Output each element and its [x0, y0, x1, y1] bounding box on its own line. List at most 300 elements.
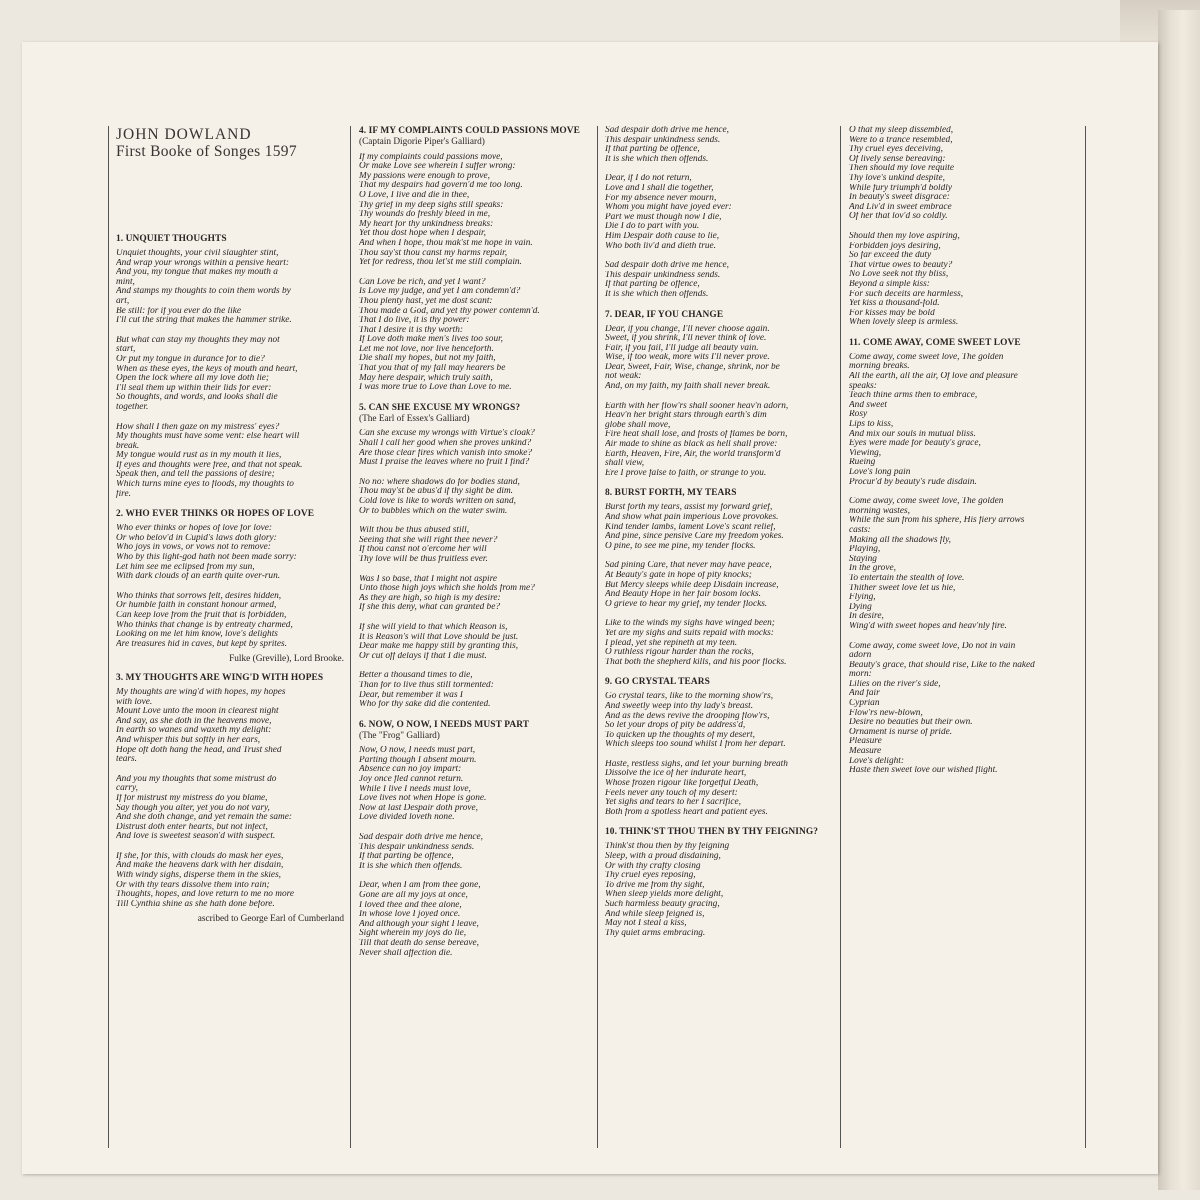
collection-title: First Booke of Songes 1597	[116, 143, 297, 160]
lyric-line: Dear, Sweet, Fair, Wise, change, shrink, nor be	[605, 362, 780, 372]
column-rule	[840, 126, 841, 1148]
lyric-line: And you my thoughts that some mistrust do	[116, 774, 277, 784]
column-2	[359, 126, 592, 1148]
lyric-line: Feels never any touch of my desert:	[605, 788, 738, 798]
song-title: 3. MY THOUGHTS ARE WING'D WITH HOPES	[116, 672, 324, 683]
stanza	[605, 174, 833, 251]
lyric-line: casts:	[849, 525, 871, 535]
lyric-line: Flow'rs new-blown,	[849, 708, 923, 718]
lyric-line: That you that of my fall may hearers be	[359, 364, 506, 374]
lyric-line: Rosy	[849, 410, 868, 420]
lyric-line: Or who belov'd in Cupid's laws doth glory:	[116, 533, 277, 543]
lyric-line: My passions were enough to prove,	[359, 171, 490, 181]
lyric-line: I loved thee and thee alone,	[359, 900, 462, 910]
lyric-line: Wilt thou be thus abused still,	[359, 526, 470, 536]
stanza	[359, 153, 592, 268]
stanza	[605, 842, 833, 938]
lyric-line: Shall I call her good when she proves unkind?	[359, 439, 532, 449]
lyric-line: Making all the shadows fly,	[849, 535, 952, 545]
lyric-line: start,	[116, 345, 136, 355]
lyric-line: If she will yield to that which Reason is,	[359, 622, 508, 632]
song-subtitle: (The "Frog" Galliard)	[359, 730, 440, 741]
song-title: 5. CAN SHE EXCUSE MY WRONGS?	[359, 402, 521, 413]
song-title: 4. IF MY COMPLAINTS COULD PASSIONS MOVE	[359, 126, 581, 136]
lyric-line: morning breaks.	[849, 362, 910, 372]
lyric-line: That my despairs had govern'd me too long.	[359, 181, 523, 191]
lyric-line: not weak:	[605, 372, 642, 382]
lyric-line: Measure	[849, 747, 882, 757]
lyric-line: Yet kiss a thousand-fold.	[849, 299, 940, 309]
lyric-line: Love lives not when Hope is gone.	[359, 794, 487, 804]
song-block	[116, 234, 344, 499]
lyric-line: Thou made a God, and yet thy power contemn'd.	[359, 306, 540, 316]
composer-name: JOHN DOWLAND	[116, 126, 252, 143]
stanza	[605, 760, 833, 818]
lyric-line: fire.	[116, 489, 131, 499]
song-title: 2. WHO EVER THINKS OR HOPES OF LOVE	[116, 509, 315, 520]
lyric-line: Unto those high joys which she holds from me?	[359, 584, 535, 594]
lyric-line: Procur'd by beauty's rude disdain.	[849, 477, 977, 487]
lyric-line: Both from a spotless heart and patient eyes.	[605, 807, 768, 817]
stanza	[359, 833, 592, 871]
stanza	[605, 503, 833, 551]
lyric-line: Now at last Despair doth prove,	[359, 803, 478, 813]
lyric-line: Of lively sense bereaving:	[849, 154, 946, 164]
lyric-line: If that parting be offence,	[359, 852, 454, 862]
lyric-line: Fair, if you fail, I'll judge all beauty vain.	[605, 343, 759, 353]
lyric-line: Him Despair doth cause to lie,	[605, 231, 720, 241]
lyric-line: Earth with her flow'rs shall sooner heav'n adorn,	[605, 401, 789, 411]
lyric-line: Dear, when I am from thee gone,	[359, 881, 481, 891]
lyric-line: To quicken up the thoughts of my desert,	[605, 730, 755, 740]
lyric-line: Cold love is like to words written on sand,	[359, 497, 516, 506]
lyric-line: Ere I prove false to faith, or strange to you.	[605, 468, 767, 478]
lyric-line: Or cut off delays if that I die must.	[359, 651, 487, 661]
lyric-line: Now, O now, I needs must part,	[359, 746, 476, 756]
lyric-line: When lovely sleep is armless.	[849, 318, 959, 328]
stanza	[359, 526, 592, 564]
lyric-line: Gone are all my joys at once,	[359, 891, 468, 900]
stanza	[359, 623, 592, 661]
lyric-line: Which turns mine eyes to floods, my thoughts to	[116, 480, 294, 490]
lyric-line: Viewing,	[849, 448, 882, 458]
lyric-line: I'll cut the string that makes the hammer strike.	[116, 316, 292, 326]
lyric-line: art,	[116, 296, 130, 306]
lyric-line: Thither sweet love let us hie,	[849, 583, 956, 593]
stanza	[849, 232, 1079, 328]
lyric-line: Who thinks that sorrows felt, desires hidden,	[116, 591, 282, 601]
song-block	[849, 126, 1079, 328]
lyric-line: Thy love will be thus fruitless ever.	[359, 554, 488, 564]
lyric-line: I was more true to Love than Love to me.	[359, 383, 512, 393]
lyric-line: And make the heavens dark with her disdain,	[116, 861, 284, 871]
lyric-line: That virtue owes to beauty?	[849, 260, 953, 270]
lyric-line: Staying	[849, 554, 877, 564]
lyric-line: Sweet, if you shrink, I'll never think of love.	[605, 334, 767, 344]
lyric-line: Yet thou dost hope when I despair,	[359, 229, 486, 239]
lyric-line: O ruthless rigour harder than the rocks,	[605, 648, 754, 658]
lyric-line: Wise, if too weak, more wits I'll never prove.	[605, 353, 770, 363]
lyric-line: While I live I needs must love,	[359, 784, 471, 794]
lyric-line: How shall I then gaze on my mistress' eyes?	[116, 422, 280, 432]
lyric-line: Eyes were made for beauty's grace,	[849, 439, 981, 449]
song-title: 10. THINK'ST THOU THEN BY THY FEIGNING?	[605, 827, 819, 838]
lyric-line: Earth, Heaven, Fire, Air, the world transform'd	[605, 449, 781, 459]
lyric-line: Burst forth my tears, assist my forward grief,	[605, 503, 773, 513]
lyric-line: Absence can no joy impart:	[359, 765, 462, 775]
stanza	[116, 249, 344, 326]
lyric-line: Was I so base, that I might not aspire	[359, 574, 497, 584]
lyric-line: And sweetly weep into thy lady's breast.	[605, 701, 754, 711]
stanza	[605, 619, 833, 667]
stanza	[605, 561, 833, 609]
stanza	[849, 126, 1079, 222]
lyric-line: And wrap your wrongs within a pensive heart:	[116, 258, 289, 268]
song-title: 1. UNQUIET THOUGHTS	[116, 234, 227, 244]
lyric-line: Thou may'st be abus'd if thy sight be dim.	[359, 487, 514, 497]
lyric-line: Dear, if I do not return,	[605, 174, 692, 184]
lyric-line: If she this deny, what can granted be?	[359, 603, 500, 613]
lyric-line: Which sleeps too sound whilst I from her depart.	[605, 740, 786, 750]
lyric-line: My thoughts must have some vent: else heart will	[116, 432, 300, 442]
lyric-line: Is Love my judge, and yet I am condemn'd?	[359, 287, 521, 297]
lyric-line: Playing,	[849, 545, 881, 555]
lyric-line: Rueing	[849, 458, 876, 468]
lyric-line: Parting though I absent mourn.	[359, 755, 477, 765]
song-list	[116, 234, 344, 925]
lyric-line: Or put my tongue in durance for to die?	[116, 354, 265, 364]
lyric-line: mint,	[116, 277, 135, 287]
stanza	[605, 261, 833, 299]
lyric-line: In desire,	[849, 612, 884, 622]
lyric-line: Come away, come sweet love, The golden	[849, 352, 1004, 362]
stanza	[116, 423, 344, 500]
lyric-line: together.	[116, 402, 149, 412]
lyric-line: Who ever thinks or hopes of love for love:	[116, 524, 272, 534]
lyric-line: Think'st thou then by thy feigning	[605, 842, 730, 852]
lyric-line: For my absence never mourn,	[605, 193, 717, 203]
lyric-line: If Love doth make men's lives too sour,	[359, 335, 504, 345]
song-block	[605, 677, 833, 817]
lyric-line: Better a thousand times to die,	[359, 671, 473, 681]
stanza	[849, 353, 1079, 487]
lyric-line: May not I steal a kiss,	[605, 919, 687, 929]
lyric-line: Dear, but remember it was I	[359, 690, 463, 700]
lyric-line: Than for to live thus still tormented:	[359, 680, 494, 690]
lyric-line: Who thinks that change is by entreaty charmed,	[116, 620, 293, 630]
lyric-line: Open the lock where all my love doth lie;	[116, 374, 270, 384]
lyric-line: If she, for this, with clouds do mask her eyes,	[116, 851, 284, 861]
song-subtitle: (The Earl of Essex's Galliard)	[359, 413, 470, 424]
lyric-line: And mix our souls in mutual bliss.	[849, 429, 976, 439]
lyric-line: morning wastes,	[849, 506, 910, 516]
lyric-line: Hope oft doth hang the head, and Trust shed	[116, 745, 282, 755]
lyric-line: Come away, come sweet love, Do not in vain	[849, 641, 1016, 651]
song-subtitle: (Captain Digorie Piper's Galliard)	[359, 137, 485, 147]
lyric-line: And Liv'd in sweet embrace	[849, 202, 952, 212]
lyric-line: If that parting be offence,	[605, 280, 700, 290]
stanza	[359, 575, 592, 613]
lyric-line: As they are high, so high is my desire:	[359, 593, 501, 603]
lyric-line: Or humble faith in constant honour armed,	[116, 601, 277, 611]
stanza	[605, 402, 833, 479]
stanza	[605, 126, 833, 164]
lyric-line: break.	[116, 441, 140, 451]
lyric-line: No no: where shadows do for bodies stand,	[359, 477, 520, 487]
lyric-line: This despair unkindness sends.	[605, 270, 721, 280]
lyric-line: Air made to shine as black as hell shall prove:	[605, 440, 778, 450]
lyric-line: My heart for thy unkindness breaks:	[359, 219, 494, 229]
lyric-line: For kisses may be bold	[849, 308, 935, 318]
song-block	[116, 673, 344, 925]
stanza	[116, 775, 344, 842]
lyric-line: And she doth change, and yet remain the same:	[116, 813, 292, 823]
lyric-line: Speak then, and tell the passions of desire;	[116, 470, 275, 480]
lyric-line: adorn	[849, 651, 872, 661]
lyric-line: That both the shepherd kills, and his poor flocks.	[605, 657, 787, 667]
lyric-line: Heav'n her bright stars through earth's dim	[605, 411, 767, 421]
song-block	[605, 488, 833, 667]
lyric-line: Teach thine arms then to embrace,	[849, 391, 978, 401]
lyric-line: If thou canst not o'ercome her will	[359, 545, 487, 555]
song-title: 6. NOW, O NOW, I NEEDS MUST PART	[359, 719, 530, 730]
lyric-line: Thy quiet arms embracing.	[605, 928, 706, 938]
lyric-line: Go crystal tears, like to the morning show'rs,	[605, 692, 774, 702]
lyric-line: Joy once fled cannot return.	[359, 775, 464, 785]
lyric-line: And you, my tongue that makes my mouth a	[116, 268, 278, 278]
lyric-line: And stamps my thoughts to coin them words by	[116, 287, 291, 297]
lyric-line: Love's delight:	[849, 756, 904, 766]
lyric-line: With dark clouds of an earth quite over-run.	[116, 572, 281, 582]
song-block	[359, 403, 592, 710]
lyric-line: Can Love be rich, and yet I want?	[359, 277, 486, 287]
lyric-line: All the earth, all the air, Of love and pleasure	[849, 372, 1018, 382]
lyric-line: Or to bubbles which on the water swim.	[359, 506, 508, 516]
lyric-line: Thou say'st thou canst my harms repair,	[359, 248, 508, 258]
lyric-line: speaks:	[849, 381, 877, 391]
lyric-line: Then should my love requite	[849, 164, 954, 174]
lyric-line: O that my sleep dissembled,	[849, 126, 954, 135]
lyric-line: Pleasure	[849, 737, 882, 747]
lyric-line: I plead, yet she repineth at my teen.	[605, 638, 738, 648]
lyric-line: Seeing that she will right thee never?	[359, 535, 498, 545]
lyric-line: If my complaints could passions move,	[359, 152, 503, 162]
lyric-line: Be still: for if you ever do the like	[116, 306, 241, 316]
lyric-line: Looking on me let him know, love's delights	[116, 630, 278, 640]
lyric-line: Who for thy sake did die contented.	[359, 700, 491, 710]
lyric-line: Sad pining Care, that never may have peace,	[605, 561, 772, 571]
lyric-line: Sleep, with a proud disdaining,	[605, 852, 721, 862]
lyric-line: Are treasures hid in caves, but kept by sprites.	[116, 639, 287, 649]
lyric-line: With windy sighs, disperse them in the skies,	[116, 871, 282, 881]
song-list	[605, 126, 833, 938]
lyric-line: Beyond a simple kiss:	[849, 279, 930, 289]
lyric-line: Such harmless beauty gracing,	[605, 900, 720, 909]
lyric-line: Or with thy crafty closing	[605, 861, 701, 871]
song-block	[605, 126, 833, 300]
lyric-line: My thoughts are wing'd with hopes, my hopes	[116, 687, 286, 697]
lyric-line: Dissolve the ice of her indurate heart,	[605, 769, 747, 779]
lyric-line: Thy love's unkind despite,	[849, 173, 945, 183]
lyric-line: And, on my faith, my faith shall never break.	[605, 382, 771, 392]
column-rule	[350, 126, 351, 1148]
author-credit: ascribed to George Earl of Cumberland	[197, 914, 344, 925]
lyric-line: Or with thy tears dissolve them into rain;	[116, 880, 270, 890]
lyric-line: In earth so wanes and waxeth my delight:	[116, 726, 272, 736]
stanza	[116, 524, 344, 582]
lyric-line: My tongue would rust as in my mouth it lies,	[116, 451, 282, 461]
stanza	[359, 429, 592, 467]
lyric-line: And say, as she doth in the heavens move,	[116, 716, 272, 726]
lyric-line: Are those clear fires which vanish into smoke?	[359, 448, 533, 458]
column-rule	[108, 126, 109, 1148]
lyric-line: Thy grief in my deep sighs still speaks:	[359, 200, 504, 210]
lyric-line: In whose love I joyed once.	[359, 910, 461, 920]
lyric-line: with love.	[116, 697, 153, 707]
lyric-line: shall view,	[605, 459, 645, 469]
stanza	[116, 852, 344, 910]
lyric-line: Lilies on the river's side,	[849, 679, 941, 689]
lyric-line: And when I hope, thou mak'st me hope in vain.	[359, 238, 533, 248]
lyric-line: Come away, come sweet love, The golden	[849, 497, 1004, 507]
lyric-line: Say though you alter, yet you do not vary,	[116, 803, 270, 813]
song-list	[849, 126, 1079, 776]
lyric-line: globe shall move,	[605, 420, 671, 430]
lyric-line: Yet sighs and tears to her I sacrifice,	[605, 798, 742, 808]
song-title: 11. COME AWAY, COME SWEET LOVE	[849, 337, 1021, 348]
lyric-line: Were to a trance resembled,	[849, 135, 953, 145]
lyric-line: Love's long pain	[849, 468, 911, 477]
lyric-line: morn:	[849, 670, 872, 680]
lyric-line: If eyes and thoughts were free, and that not speak.	[116, 460, 303, 470]
lyric-line: While fury triumph'd boldly	[849, 183, 952, 193]
lyric-line: That I do live, it is thy power:	[359, 316, 470, 326]
lyric-line: Fire heat shall lose, and frosts of flames be born,	[605, 430, 788, 440]
song-block	[605, 827, 833, 938]
lyric-line: Can she excuse my wrongs with Virtue's cloak?	[359, 429, 535, 439]
stanza	[605, 692, 833, 750]
lyric-line: Forbidden joys desiring,	[849, 241, 941, 251]
stanza	[116, 592, 344, 650]
lyric-line: Dear, if you change, I'll never choose again.	[605, 324, 770, 334]
lyric-line: Haste then sweet love our wished flight.	[849, 766, 998, 776]
stanza	[116, 688, 344, 765]
song-block	[116, 509, 344, 665]
lyric-line: Never shall affection die.	[359, 948, 453, 958]
lyric-line: May here despair, which truly saith,	[359, 373, 493, 383]
lyric-line: Dear make me happy still by granting this,	[359, 642, 519, 652]
lyric-line: It is Reason's will that Love should be just.	[359, 632, 519, 642]
lyric-line: No Love seek not thy bliss,	[849, 270, 949, 280]
lyric-line: carry,	[116, 784, 138, 794]
lyric-line: Who joys in vows, or vows not to remove:	[116, 543, 271, 553]
lyric-line: So let your drops of pity be address'd,	[605, 721, 746, 731]
lyric-line: Sight wherein my joys do lie,	[359, 929, 467, 939]
column-4	[849, 126, 1079, 1148]
lyric-line: This despair unkindness sends.	[359, 842, 475, 852]
stanza	[359, 881, 592, 958]
lyric-line: And whisper this but softly in her ears,	[116, 735, 261, 745]
song-title: 8. BURST FORTH, MY TEARS	[605, 488, 737, 499]
lyric-line: So thoughts, and words, and looks shall die	[116, 393, 278, 403]
lyric-line: And although your sight I leave,	[359, 919, 479, 929]
lyric-line: tears.	[116, 755, 137, 765]
author-credit: Fulke (Greville), Lord Brooke.	[229, 654, 344, 665]
lyric-line: Whose frozen rigour like forgetful Death,	[605, 779, 759, 789]
lyric-line: If that parting be offence,	[605, 145, 700, 155]
lyric-line: But what can stay my thoughts they may not	[116, 335, 280, 345]
lyric-line: Sad despair doth drive me hence,	[359, 833, 483, 843]
lyric-line: Thy cruel eyes reposing,	[605, 871, 696, 881]
lyric-line: Yet are my sighs and suits repaid with mocks:	[605, 628, 774, 638]
lyric-line: Like to the winds my sighs have winged been;	[605, 619, 775, 629]
lyric-line: Kind tender lambs, lament Love's scant relief,	[605, 522, 776, 532]
lyric-line: Thou plenty hast, yet me dost scant:	[359, 296, 493, 306]
stanza	[359, 278, 592, 393]
lyric-line: Sad despair doth drive me hence,	[605, 261, 729, 271]
lyric-line: Lips to kiss,	[849, 420, 894, 430]
lyric-line: It is she which then offends.	[605, 289, 709, 299]
lyric-line: In beauty's sweet disgrace:	[849, 193, 950, 203]
lyric-line: That I desire it is thy worth:	[359, 325, 463, 335]
lyric-line: Beauty's grace, that should rise, Like to the naked	[849, 660, 1035, 670]
lyric-line: And pine, since pensive Care my freedom yokes.	[605, 532, 784, 542]
lyric-line: Haste, restless sighs, and let your burning breath	[605, 759, 788, 769]
lyric-line: Die I do to part with you.	[605, 222, 700, 232]
stanza	[849, 497, 1079, 631]
column-rule	[1085, 126, 1086, 1148]
lyric-line: Unquiet thoughts, your civil slaughter stint,	[116, 249, 279, 258]
song-block	[359, 126, 592, 393]
stanza	[605, 325, 833, 392]
lyric-line: Dying	[849, 602, 872, 612]
lyric-line: Can keep love from the fruit that is forbidden,	[116, 611, 287, 620]
lyric-line: Ornament is nurse of pride.	[849, 727, 953, 737]
lyric-line: Or make Love see wherein I suffer wrong:	[359, 162, 516, 172]
lyric-line: This despair unkindness sends.	[605, 135, 721, 145]
lyric-line: When as these eyes, the keys of mouth and heart,	[116, 364, 298, 374]
lyric-line: Thoughts, hopes, and love return to me no more	[116, 890, 295, 900]
lyric-line: Let him see me eclipsed from my sun,	[116, 562, 255, 572]
lyric-line: O pine, to see me pine, my tender flocks.	[605, 541, 756, 551]
stanza	[116, 336, 344, 413]
lyric-line: But Mercy sleeps while deep Disdain increase,	[605, 580, 779, 590]
lyric-line: Love divided loveth none.	[359, 813, 455, 823]
lyric-line: Die shall my hopes, but not my faith,	[359, 354, 496, 364]
lyric-line: Till that death do sense bereave,	[359, 938, 479, 948]
lyric-line: While the sun from his sphere, His fiery arrows	[849, 516, 1025, 526]
song-title: 7. DEAR, IF YOU CHANGE	[605, 309, 724, 320]
lyric-line: In the grove,	[849, 564, 896, 574]
lyric-line: Who by this light-god hath not been made sorry:	[116, 553, 297, 563]
lyric-line: Should then my love aspiring,	[849, 231, 960, 241]
lyric-line: Love and I shall die together,	[605, 183, 714, 193]
lyric-line: And love is sweetest season'd with suspect.	[116, 832, 276, 842]
stanza	[359, 746, 592, 823]
lyric-line: And while sleep feigned is,	[605, 909, 705, 919]
lyric-line: And as the dews revive the drooping flow'rs,	[605, 711, 770, 721]
lyric-line: Flying,	[849, 593, 876, 603]
lyric-line: To drive me from thy sight,	[605, 880, 705, 890]
lyric-line: Till Cynthia shine as she hath done before.	[116, 899, 275, 909]
lyric-line: And fair	[849, 689, 880, 699]
lyric-line: So far exceed the duty	[849, 251, 932, 261]
column-rule	[597, 126, 598, 1148]
song-block	[849, 338, 1079, 776]
lyric-line: O grieve to hear my grief, my tender flocks.	[605, 599, 768, 609]
lyric-line: Of her that lov'd so coldly.	[849, 212, 948, 222]
page-header	[116, 126, 344, 160]
